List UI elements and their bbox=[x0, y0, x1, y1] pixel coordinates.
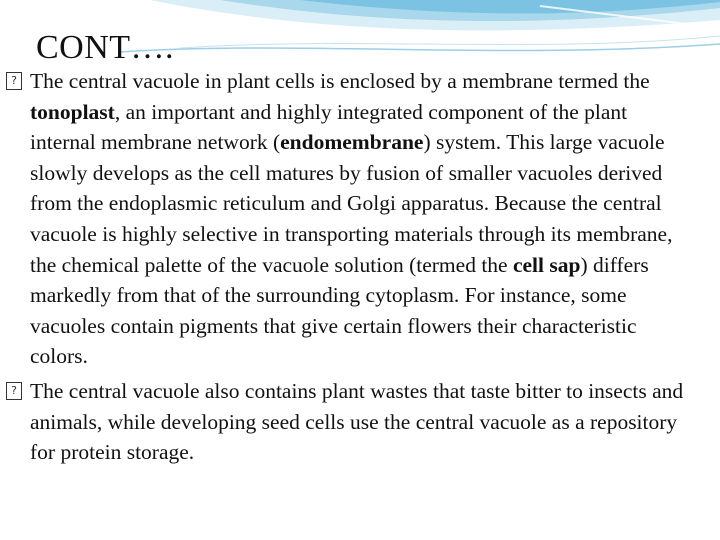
paragraph-tonoplast bbox=[6, 66, 696, 372]
term-endomembrane: endomembrane bbox=[280, 130, 424, 155]
slide-body bbox=[6, 66, 696, 472]
term-tonoplast: tonoplast bbox=[30, 99, 115, 124]
text-run: The central vacuole also contains plant wastes that taste bitter to insects and animals, while developing seed cells use the central vacuole as a repository for protein storage. bbox=[30, 378, 684, 465]
text-run: ) differs markedly from that of the surrounding cytoplasm. For instance, some vacuoles contain pigments that give certain flowers their characteristic colors. bbox=[30, 252, 649, 369]
paragraph-plant-wastes bbox=[6, 376, 696, 468]
bullet-icon: ? bbox=[6, 72, 22, 90]
text-run: ) system. This large vacuole slowly develops as the cell matures by fusion of smaller vacuoles derived from the endoplasmic reticulum and Golgi apparatus. Because the central vacuole is highly selective in transporting materials through its membrane, the chemical palette of the vacuole solution (termed the bbox=[30, 130, 673, 277]
text-run: The central vacuole in plant cells is enclosed by a membrane termed the bbox=[30, 69, 650, 93]
bullet-icon: ? bbox=[6, 382, 22, 400]
slide-title: CONT…. bbox=[36, 29, 175, 66]
text-run: , an important and highly integrated component of the plant internal membrane network ( bbox=[30, 99, 628, 155]
term-cell-sap: cell sap bbox=[512, 252, 581, 277]
